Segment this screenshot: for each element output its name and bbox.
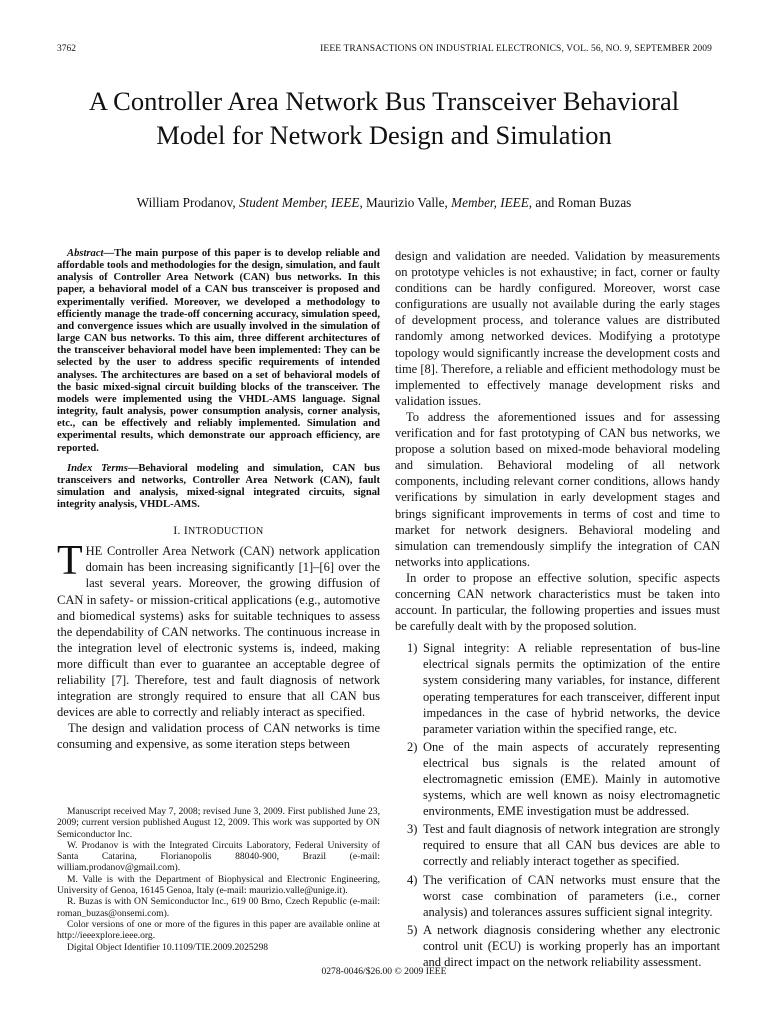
intro-paragraph-1-text: HE Controller Area Network (CAN) network application domain has been increasing significantly [1]–[6] over the last several years. Moreover, the growing diffusion of CAN in safety- or mission-critical applications (e.g., automotive and biomedical systems) asks for suitable techniques to assess the dependability of CAN networks. The continuous increase in the integration level of electronic systems is, indeed, making more difficult than ever to guarantee an acceptable degree of reliability [7]. Therefore, test and fault diagnosis of network integration are strongly required to ensure that all CAN bus devices are able to correctly and reliably interact as specified. [57, 544, 380, 720]
right-paragraph-3: In order to propose an effective solution, specific aspects concerning CAN network characteristics must be taken into account. In particular, the following properties and issues must be carefully dealt with by the proposed solution. [395, 570, 720, 634]
paper-title: A Controller Area Network Bus Transceiver Behavioral Model for Network Design and Simulation [88, 86, 680, 150]
list-item [395, 922, 720, 970]
author-3: , and Roman Buzas [528, 195, 632, 210]
list-item [395, 821, 720, 869]
index-terms-label: Index Terms [67, 462, 128, 474]
footnote-author-2: M. Valle is with the Department of Biophysical and Electronic Engineering, University of Genoa, 16145 Genoa, Italy (e-mail: maurizio.valle@unige.it). [57, 873, 380, 897]
journal-header: IEEE TRANSACTIONS ON INDUSTRIAL ELECTRONICS, VOL. 56, NO. 9, SEPTEMBER 2009 [320, 44, 712, 54]
author-line [60, 195, 708, 211]
author-2: , Maurizio Valle, [359, 195, 452, 210]
list-item-number: 5) [407, 922, 418, 937]
section-number: I. [173, 525, 184, 538]
abstract [57, 248, 380, 455]
abstract-label: Abstract [67, 248, 104, 259]
footnote-color: Color versions of one or more of the figures in this paper are available online at http://ieeexplore.ieee.org. [57, 918, 380, 942]
footnote-author-3: R. Buzas is with ON Semiconductor Inc., 619 00 Brno, Czech Republic (e-mail: roman_buzas@onsemi.com). [57, 896, 380, 919]
index-terms [57, 463, 380, 512]
section-heading-introduction [57, 525, 380, 537]
right-paragraph-2: To address the aforementioned issues and for assessing verification and for fast prototyping of CAN bus networks, we propose a solution based on mixed-mode behavioral modeling and simulation. Behavioral modeling of all network components, including relevant corner conditions, allows handy verifications by simulation in early development stages and brings significant improvements in terms of cost and time to market for network designers. Behavioral modeling and simulation can tremendously simplify the integration of CAN networks into applications. [395, 409, 720, 569]
list-item-text: Test and fault diagnosis of network integration are strongly required to ensure that all CAN bus devices are able to correctly and reliably interact together as specified. [423, 822, 720, 869]
page-number: 3762 [57, 44, 76, 54]
list-item-number: 4) [407, 872, 418, 887]
drop-cap: T [57, 538, 83, 585]
list-item-text: One of the main aspects of accurately representing electrical bus signals is the related amount of electromagnetic emission (EME). Mainly in automotive systems, which are well known as noisy electromagnetic environments, EME investigation must be addressed. [423, 739, 720, 819]
intro-paragraph-2: The design and validation process of CAN networks is time consuming and expensive, as some iteration steps between [57, 721, 380, 752]
footnote-manuscript: Manuscript received May 7, 2008; revised June 3, 2009. First published June 23, 2009; current version published August 12, 2009. This work was supported by ON Semiconductor Inc. [57, 806, 380, 840]
list-item-text: Signal integrity: A reliable representation of bus-line electrical signals permits the optimization of the entire system considering many variables, for instance, different operating temperatures for each transceiver, different input impedances in the case of hybrid networks, the device parameter variation within the specified range, etc. [423, 641, 720, 736]
copyright-footer: 0278-0046/$26.00 © 2009 IEEE [321, 966, 447, 977]
author-1-membership: Student Member, IEEE [238, 195, 360, 210]
list-item [395, 640, 720, 737]
footnote-doi: Digital Object Identifier 10.1109/TIE.2009.2025298 [67, 941, 269, 953]
list-item-text: A network diagnosis considering whether any electronic control unit (ECU) is working properly has an important and direct impact on the network reliability assessment. [423, 922, 720, 970]
author-2-membership: Member, IEEE [451, 195, 529, 210]
section-title-initial: I [183, 525, 189, 538]
author-1: William Prodanov, [136, 195, 239, 210]
list-item-text: The verification of CAN networks must ensure that the worst case combination of parameters (i.e., corner analysis) and tolerances assures sufficient signal integrity. [423, 872, 720, 919]
abstract-text: —The main purpose of this paper is to develop reliable and affordable tools and methodologies for the design, simulation, and fault analysis of Controller Area Network (CAN) bus networks. In this paper, a behavioral model of a CAN bus transceiver is proposed and experimentally verified. Moreover, we developed a methodology to efficiently manage the trade-off concerning accuracy, simulation speed, and convergence issues which are usually involved in the simulation of large CAN bus networks. To this aim, three different architectures of the transceiver behavioral model have been implemented: They can be selected by the user to address specific requirements of intended analyses. The architectures are based on a set of behavioral models of the basic mixed-signal circuit building blocks of the transceiver. The models were implemented using the VHDL-AMS language. Signal integrity, fault analysis, power consumption analysis, corner analysis, etc., can be effectively and reliably implemented. Simulation and experimental results, which demonstrate our approach efficiency, are reported. [57, 248, 380, 454]
intro-paragraph-1 [57, 538, 380, 720]
list-item-number: 2) [407, 739, 418, 754]
issues-list [395, 640, 720, 970]
right-paragraph-1: design and validation are needed. Validation by measurements on prototype vehicles is not exhaustive; in fact, corner or faulty conditions can be hardly configured. Moreover, worst case configurations are usually not available during the early stages of development process, and tolerance values are distributed randomly among networked devices. Modifying a prototype topology would significantly increase the development costs and time [8]. Therefore, a reliable and efficient methodology must be implemented to effectively manage development risks and validation issues. [395, 249, 720, 408]
list-item-number: 3) [407, 822, 418, 837]
right-column [395, 248, 720, 972]
footnote-author-1: W. Prodanov is with the Integrated Circuits Laboratory, Federal University of Santa Catarina, Florianopolis 88040-900, Brazil (e-mail: william.prodanov@gmail.com). [57, 839, 380, 874]
section-title-rest: NTRODUCTION [188, 526, 264, 538]
list-item [395, 872, 720, 920]
left-column [57, 248, 380, 753]
list-item-number: 1) [407, 641, 418, 656]
footnotes [57, 806, 380, 953]
index-terms-text: —Behavioral modeling and simulation, CAN bus transceivers and networks, Controller Area Network (CAN), fault simulation and analysis, mixed-signal integrated circuits, signal integrity analysis, VHDL-AMS. [57, 462, 380, 511]
list-item [395, 739, 720, 819]
